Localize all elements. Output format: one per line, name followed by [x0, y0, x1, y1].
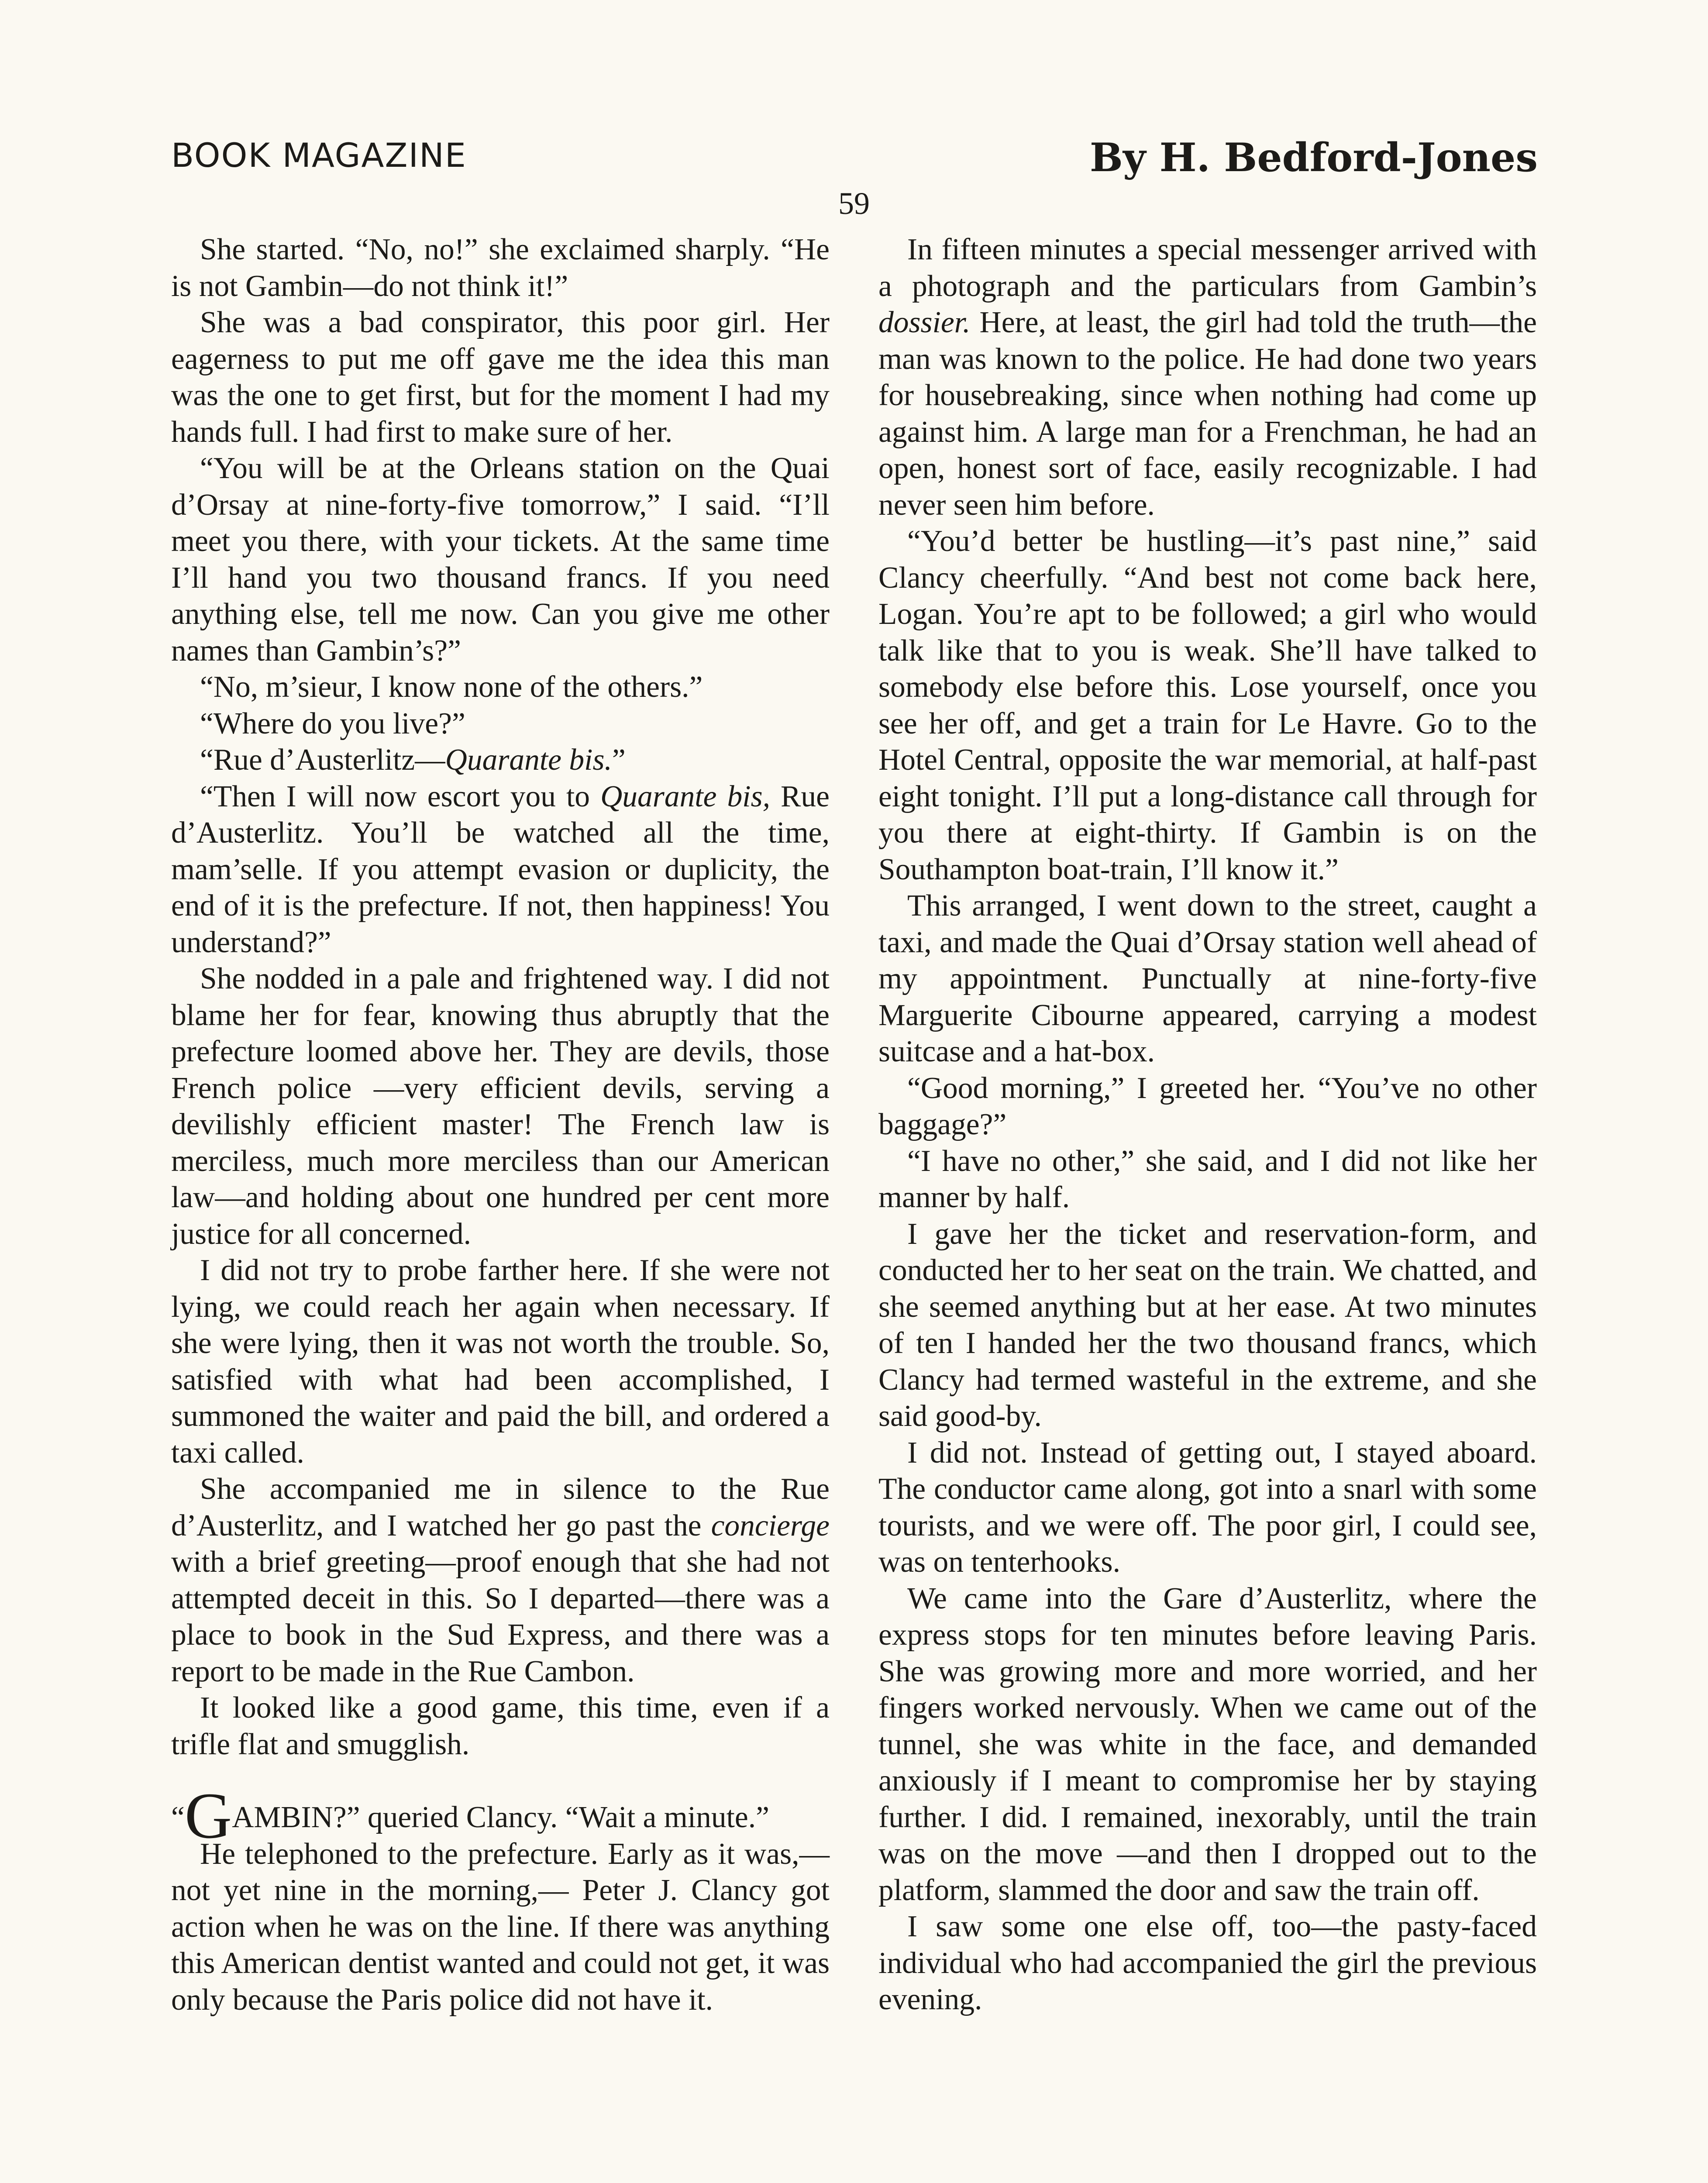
section-opening-paragraph — [171, 1780, 830, 1852]
page-number: 59 — [838, 186, 870, 221]
italic-run: Quarante bis, — [600, 779, 771, 813]
paragraph: “You will be at the Orleans station on the Quai d’Orsay at nine-forty-five tomorrow,” I said. “I’ll meet you there, with your tickets. At the same time I’ll hand you two thousand francs. If you need anything else, tell me now. Can you give me other names than Gambin’s?” — [171, 451, 830, 668]
paragraph: “No, m’sieur, I know none of the others.” — [200, 670, 703, 704]
text-run: “Rue d’Austerlitz— — [200, 743, 445, 777]
paragraph — [171, 742, 830, 778]
paragraph: She was a bad conspirator, this poor girl. Her eagerness to put me off gave me the idea this man was the one to get first, but for the moment I had my hands full. I had first to make sure of her. — [171, 306, 830, 449]
text-run: In fifteen minutes a special messenger arrived with a photograph and the particulars from Gambin’s — [878, 233, 1537, 303]
paragraph — [878, 231, 1537, 523]
paragraph: “Where do you live?” — [200, 706, 465, 740]
italic-run: Quarante bis. — [445, 743, 612, 777]
italic-run: concierge — [711, 1508, 830, 1543]
paragraph — [171, 1471, 830, 1690]
paragraph: “You’d better be hustling—it’s past nine,” said Clancy cheerfully. “And best not come back here, Logan. You’re apt to be followed; a girl who would talk like that to you is weak. She’ll have talked to somebody else before this. Lose yourself, once you see her off, and get a train for Le Havre. Go to the Hotel Central, opposite the war memorial, at half-past eight tonight. I’ll put a long-distance call through for you there at eight-thirty. If Gambin is on the Southampton boat-train, I’ll know it.” — [878, 524, 1537, 886]
text-run: Here, at least, the girl had told the truth—the man was known to the police. He had done two years for housebreaking, since when nothing had come up against him. A large man for a Frenchman, he had an open, honest sort of face, easily recognizable. I had never seen him before. — [878, 306, 1537, 522]
opening-quote: “ — [171, 1801, 185, 1834]
paragraph: We came into the Gare d’Austerlitz, where the express stops for ten minutes before leaving Paris. She was growing more and more worried, and her fingers worked nervously. When we came out of the tunnel, she was white in the face, and demanded anxiously if I meant to compromise her by staying further. I did. I remained, inexorably, until the train was on the move —and then I dropped out to the platform, slammed the door and saw the train off. — [878, 1581, 1537, 1907]
paragraph: He telephoned to the prefecture. Early as it was,—not yet nine in the morning,— Peter J. Clancy got action when he was on the line. If there was anything this American dentist wanted and could not get, it was only because the Paris police did not have it. — [171, 1837, 830, 2017]
drop-cap: G — [184, 1780, 232, 1852]
paragraph — [171, 778, 830, 961]
text-run: She accompanied me in silence to the Rue d’Austerlitz, and I watched her go past the — [171, 1472, 830, 1543]
paragraph: I did not. Instead of getting out, I stayed aboard. The conductor came along, got into a snarl with some tourists, and we were off. The poor girl, I could see, was on tenterhooks. — [878, 1436, 1537, 1579]
paragraph: She started. “No, no!” she exclaimed sharply. “He is not Gambin—do not think it!” — [171, 233, 830, 303]
paragraph: I saw some one else off, too—the pasty-faced individual who had accompanied the girl the previous evening. — [878, 1910, 1537, 2016]
paragraph: “I have no other,” she said, and I did not like her manner by half. — [878, 1144, 1537, 1214]
running-head-author: By H. Bedford-Jones — [1089, 134, 1538, 181]
paragraph: “Good morning,” I greeted her. “You’ve no other baggage?” — [878, 1071, 1537, 1141]
text-run: AMBIN?” queried Clancy. “Wait a minute.” — [232, 1801, 769, 1834]
paragraph: It looked like a good game, this time, even if a trifle flat and smugglish. — [171, 1691, 830, 1761]
paragraph: She nodded in a pale and frightened way. I did not blame her for fear, knowing thus abruptly that the prefecture loomed above her. They are devils, those French police —very efficient devils, serving a devilishly efficient master! The French law is merciless, much more merciless than our American law—and holding about one hundred per cent more justice for all concerned. — [171, 962, 830, 1251]
running-head-magazine: BOOK MAGAZINE — [171, 136, 467, 175]
paragraph: I gave her the ticket and reservation-form, and conducted her to her seat on the train. We chatted, and she seemed anything but at her ease. At two minutes of ten I handed her the two thousand francs, which Clancy had termed wasteful in the extreme, and she said good-by. — [878, 1217, 1537, 1433]
italic-run: dossier. — [878, 306, 971, 339]
text-run: ” — [612, 743, 626, 777]
paragraph: I did not try to probe farther here. If she were not lying, we could reach her again when necessary. If she were lying, then it was not worth the trouble. So, satisfied with what had been accomplished, I summoned the waiter and paid the bill, and ordered a taxi called. — [171, 1253, 830, 1470]
left-column — [171, 231, 830, 2018]
text-run: with a brief greeting—proof enough that she had not attempted deceit in this. So I departed—there was a place to book in the Sud Express, and there was a report to be made in the Rue Cambon. — [171, 1545, 830, 1688]
text-run: Rue d’Austerlitz. You’ll be watched all the time, mam’selle. If you attempt evasion or duplicity, the end of it is the prefecture. If not, then happiness! You understand?” — [171, 779, 830, 959]
paragraph: This arranged, I went down to the street, caught a taxi, and made the Quai d’Orsay station well ahead of my appointment. Punctually at nine-forty-five Marguerite Cibourne appeared, carrying a modest suitcase and a hat-box. — [878, 889, 1537, 1068]
text-run: “Then I will now escort you to — [200, 779, 601, 813]
right-column — [878, 231, 1537, 2018]
